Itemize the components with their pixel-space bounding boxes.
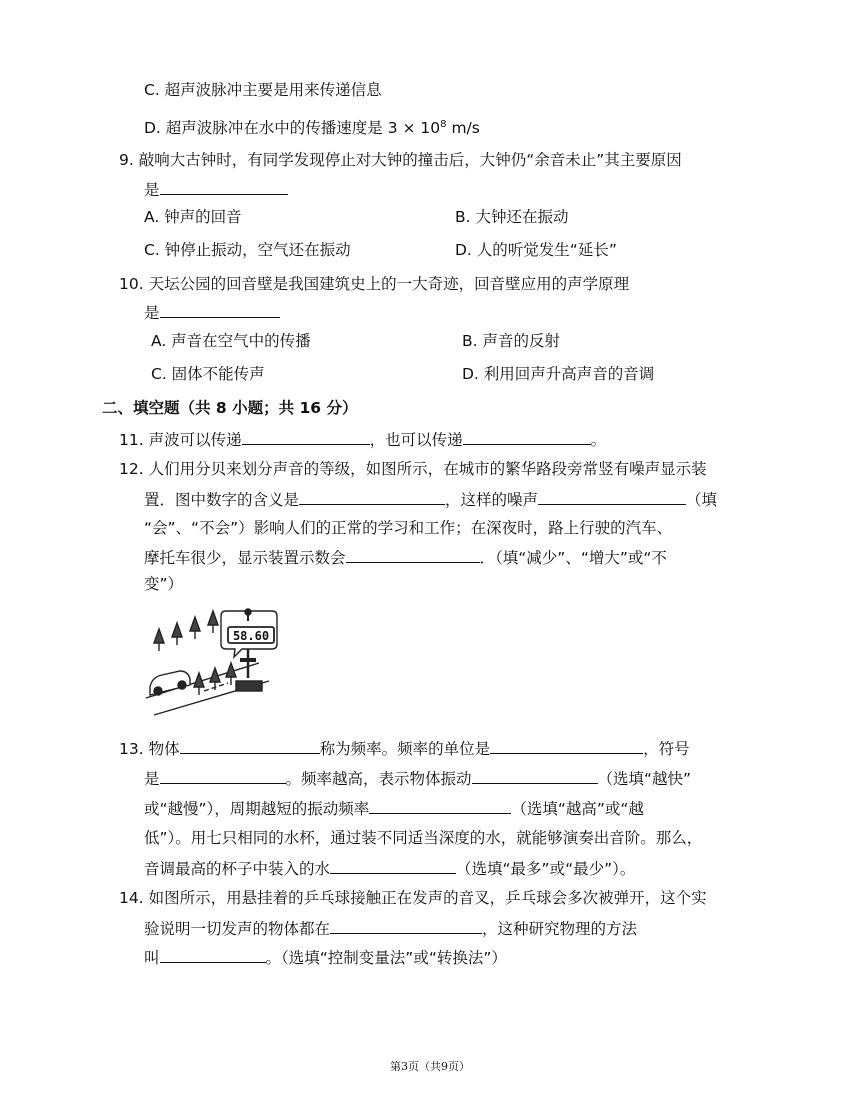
- section-2-heading: 二、填空题（共 8 小题；共 16 分）: [102, 399, 358, 417]
- q10-option-b: B. 声音的反射: [462, 332, 560, 350]
- question-12-line-5: 变”）: [144, 575, 184, 593]
- q13-text-10: （选填“最多”或“最少”）。: [456, 860, 636, 878]
- q10-shi: 是: [144, 304, 160, 322]
- answer-blank[interactable]: [369, 797, 511, 814]
- speed-unit: m/s: [446, 119, 480, 138]
- q10-option-d: D. 利用回声升高声音的音调: [462, 365, 655, 383]
- question-14-line-2: [144, 917, 637, 940]
- q9-option-a: A. 钟声的回音: [144, 208, 242, 226]
- q10-option-a: A. 声音在空气中的传播: [151, 332, 311, 350]
- answer-blank[interactable]: [242, 428, 370, 445]
- option-c-ultrasound: C. 超声波脉冲主要是用来传递信息: [144, 81, 382, 99]
- question-11: [119, 428, 606, 451]
- question-14-line-3: [144, 946, 507, 969]
- q13-text-5: 。频率越高，表示物体振动: [285, 770, 472, 788]
- question-14-stem: 14. 如图所示，用悬挂着的乒乓球接触正在发声的音叉，乒乓球会多次被弹开，这个实: [119, 889, 707, 907]
- q13-text-2: 称为频率。频率的单位是: [319, 740, 491, 758]
- answer-blank[interactable]: [346, 546, 480, 563]
- q9-option-c: C. 钟停止振动，空气还在振动: [144, 241, 351, 259]
- q9-option-b: B. 大钟还在振动: [455, 208, 569, 226]
- q13-text-3: ，符号: [643, 740, 690, 758]
- q13-text-8: （选填“越高”或“越: [511, 800, 644, 818]
- answer-blank[interactable]: [330, 917, 482, 934]
- answer-blank[interactable]: [160, 946, 266, 963]
- answer-blank[interactable]: [538, 488, 686, 505]
- answer-blank[interactable]: [472, 767, 598, 784]
- q14-text-1: 验说明一切发声的物体都在: [144, 920, 331, 938]
- question-13-line-1: [119, 737, 690, 760]
- noise-display-value: 58.60: [232, 629, 270, 643]
- answer-blank[interactable]: [490, 737, 643, 754]
- question-12-line-2: [144, 488, 717, 511]
- q13-text-1: 13. 物体: [119, 740, 180, 758]
- q12-text-1: 置．图中数字的含义是: [144, 491, 300, 509]
- q13-text-9: 音调最高的杯子中装入的水: [144, 860, 331, 878]
- option-d-text: D. 超声波脉冲在水中的传播速度是: [144, 119, 388, 138]
- q10-option-c: C. 固体不能传声: [151, 365, 265, 383]
- noise-display-street-figure: [144, 603, 278, 721]
- question-10-stem: 10. 天坛公园的回音壁是我国建筑史上的一大奇迹，回音壁应用的声学原理: [119, 275, 630, 293]
- q12-text-3: （填: [686, 491, 718, 509]
- q12-text-5: ．（填“减少”、“增大”或“不: [479, 549, 667, 567]
- q13-text-6: （选填“越快”: [597, 770, 692, 788]
- question-13-line-3: [144, 797, 644, 820]
- q14-text-2: ，这种研究物理的方法: [482, 920, 638, 938]
- question-12-line-3: “会”、“不会”）影响人们的正常的学习和工作；在深夜时，路上行驶的汽车、: [144, 519, 673, 537]
- question-9-stem-cont: [144, 178, 288, 201]
- q9-option-d: D. 人的听觉发生“延长”: [455, 241, 617, 259]
- answer-blank[interactable]: [299, 488, 445, 505]
- q12-text-2: ，这样的噪声: [445, 491, 539, 509]
- question-13-line-4: 低”）。用七只相同的水杯，通过装不同适当深度的水，就能够演奏出音阶。那么，: [144, 829, 703, 847]
- question-13-line-5: [144, 857, 635, 880]
- page-footer: 第3页（共9页）: [390, 1060, 470, 1073]
- question-12-line-4: [144, 546, 667, 569]
- answer-blank[interactable]: [463, 428, 591, 445]
- question-9-stem: 9. 敲响大古钟时，有同学发现停止对大钟的撞击后，大钟仍“余音未止”其主要原因: [119, 151, 682, 169]
- answer-blank[interactable]: [160, 301, 280, 318]
- q14-text-3: 叫: [144, 949, 160, 967]
- speed-exponent: 8: [440, 119, 447, 130]
- question-10-stem-cont: [144, 301, 280, 324]
- option-d-ultrasound: [144, 114, 480, 139]
- q9-shi: 是: [144, 181, 160, 199]
- q13-text-4: 是: [144, 770, 160, 788]
- q11-text-1: 11. 声波可以传递: [119, 431, 242, 449]
- question-12-stem: 12. 人们用分贝来划分声音的等级，如图所示，在城市的繁华路段旁常竖有噪声显示装: [119, 460, 707, 478]
- q14-text-4: 。（选填“控制变量法”或“转换法”）: [265, 949, 507, 967]
- question-13-line-2: [144, 767, 691, 790]
- answer-blank[interactable]: [160, 178, 288, 195]
- q11-text-2: ，也可以传递: [369, 431, 463, 449]
- answer-blank[interactable]: [330, 857, 456, 874]
- q12-text-4: 摩托车很少，显示装置示数会: [144, 549, 346, 567]
- q11-text-3: 。: [590, 431, 607, 449]
- answer-blank[interactable]: [180, 737, 320, 754]
- speed-value: 3 × 10: [387, 119, 441, 138]
- answer-blank[interactable]: [160, 767, 286, 784]
- q13-text-7: 或“越慢”），周期越短的振动频率: [144, 800, 370, 818]
